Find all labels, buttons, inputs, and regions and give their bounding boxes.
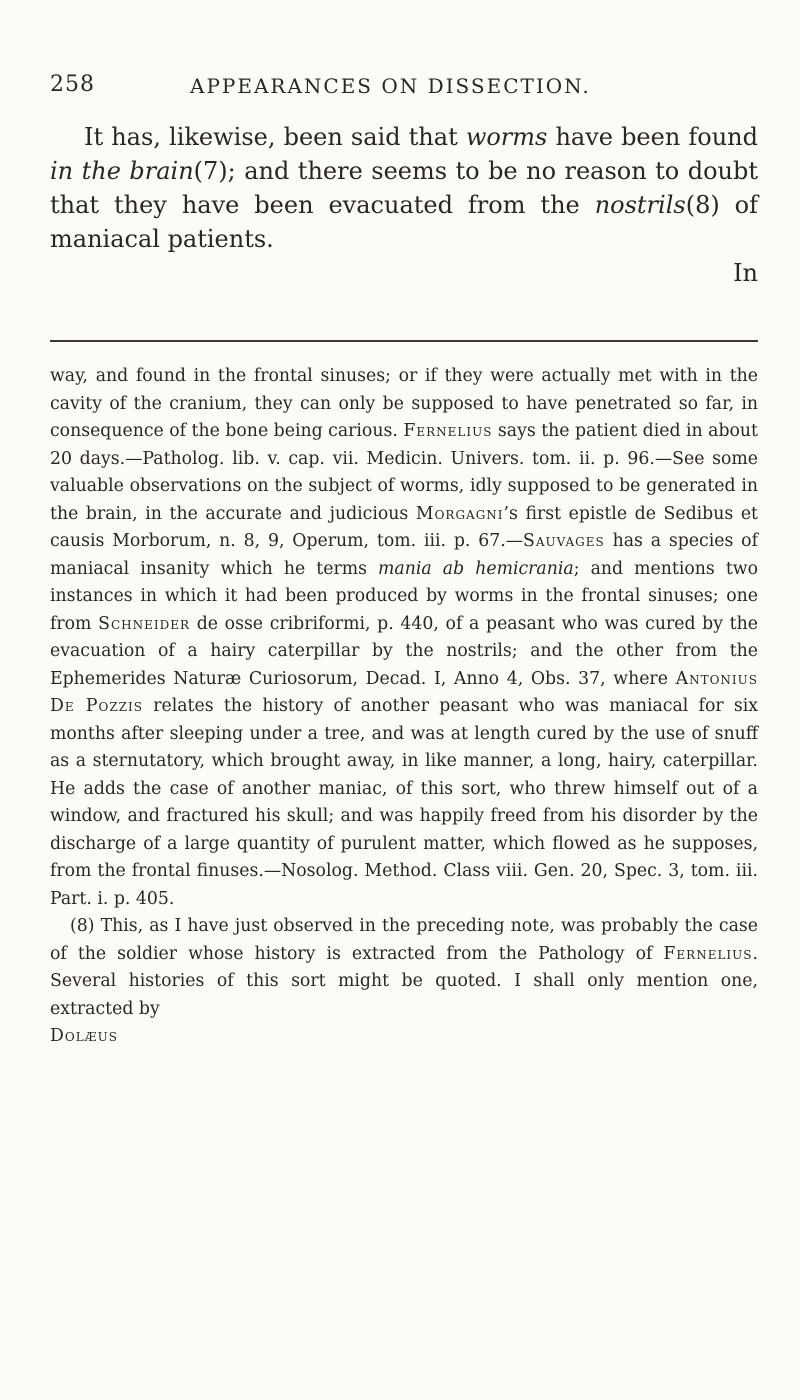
italic-term: mania ab hemicrania xyxy=(378,558,574,579)
text-run: (7); and there seems to be no reason to doubt that they have been evacuated from the xyxy=(50,157,758,219)
text-run: ; and mentions two instances in which it had been produced by worms in the frontal sinuses; one from xyxy=(50,558,758,634)
running-head: APPEARANCES ON DISSECTION. xyxy=(190,74,591,98)
author-name: Sauvages xyxy=(523,531,605,551)
text-run: way, and found in the frontal sinuses; or if they were actually met with in the cavity of the cranium, they can only be supposed to have penetrated so far, in consequence of the bone being carious. xyxy=(50,366,758,441)
author-name: Antonius De Pozzis xyxy=(50,668,758,716)
page-header xyxy=(50,72,750,112)
footnote-rule xyxy=(50,340,758,342)
author-name: Dolæus xyxy=(50,1026,119,1046)
text-run: says the patient died in about 20 days.—Patholog. lib. v. cap. vii. Medicin. Univers. tom. ii. p. 96.—See some valuable observations on the subject of worms, idly supposed to be generated in the brain, in the accurate and judicious xyxy=(50,421,759,524)
author-name: Fernelius xyxy=(663,943,753,964)
main-text xyxy=(50,120,758,290)
text-run: relates the history of another peasant who was maniacal for six months after sleeping under a tree, and was at length cured by the use of snuff as a sternutatory, which brought away, in like manner, a long, hairy, caterpillar. He adds the case of another maniac, of this sort, who threw himself out of a window, and fractured his skull; and was happily freed from his disorder by the discharge of a large quantity of purulent matter, which flowed as he supposes, from the frontal finuses.—Nosolog. Method. Class viii. Gen. 20, Spec. 3, tom. iii. Part. i. p. 405. xyxy=(50,696,759,909)
text-run: de osse cribriformi, p. 440, of a peasant who was cured by the evacuation of a hairy caterpillar by the nostrils; and the other from the Ephemerides Naturæ Curiosorum, Decad. I, Anno 4, Obs. 37, where xyxy=(50,613,758,689)
text-run: has a species of maniacal insanity which he terms xyxy=(50,531,758,579)
footnote-7-continued xyxy=(50,363,758,913)
text-run: ’s first epistle de Sedibus et causis Morborum, n. 8, 9, Operum, tom. iii. p. 67.— xyxy=(50,503,758,551)
main-paragraph xyxy=(50,120,758,256)
text-run: have been found xyxy=(547,123,759,151)
page-number: 258 xyxy=(50,72,95,97)
footnote-catchword xyxy=(50,1023,758,1051)
text-run: (8) This, as I have just observed in the preceding note, was probably the case of the soldier whose history is extracted from the Pathology of xyxy=(50,916,758,964)
text-run: (8) of maniacal patients. xyxy=(50,191,758,253)
author-name: Schneider xyxy=(98,613,191,634)
text-run: It has, likewise, been said that xyxy=(84,123,466,151)
italic-term: worms xyxy=(465,123,548,151)
italic-term: nostrils xyxy=(594,191,686,219)
author-name: Morgagni xyxy=(415,503,504,524)
italic-term: in the brain xyxy=(50,157,194,185)
footnote-8 xyxy=(50,913,758,1023)
footnotes xyxy=(50,363,758,1051)
text-run: . Several histories of this sort might be quoted. I shall only mention one, extracted by xyxy=(50,943,758,1019)
author-name: Fernelius xyxy=(403,421,493,441)
main-catchword: In xyxy=(733,259,758,287)
